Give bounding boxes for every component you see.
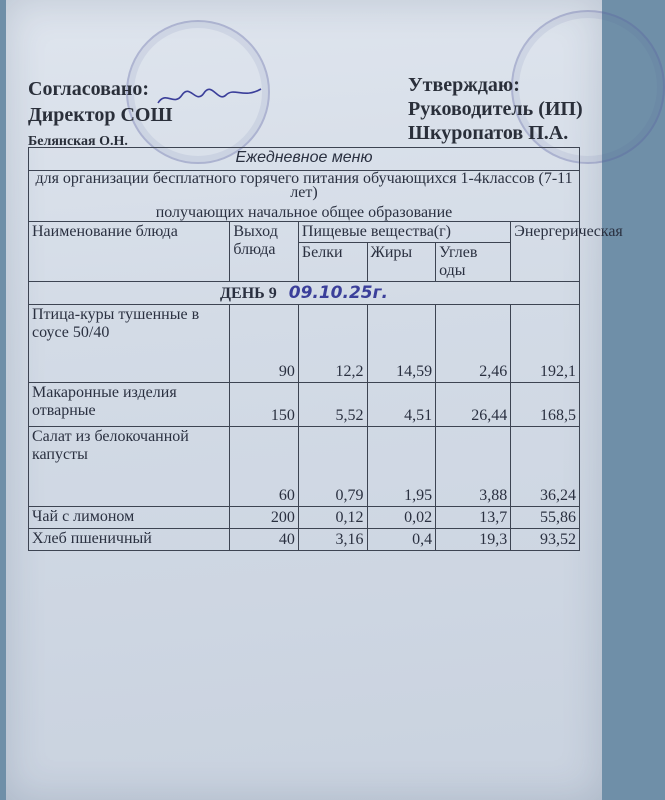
- table-row: [29, 427, 580, 507]
- cell-carbs: 26,44: [436, 383, 511, 427]
- menu-rows: [29, 305, 580, 551]
- cell-energy: 93,52: [511, 529, 580, 551]
- col-header-protein: Белки: [298, 243, 367, 282]
- cell-protein: 12,2: [298, 305, 367, 383]
- head-name: Шкуропатов П.А.: [408, 122, 569, 144]
- cell-dish: Салат из белокочанной капусты: [29, 427, 230, 507]
- table-row: [29, 305, 580, 383]
- cell-energy: 168,5: [511, 383, 580, 427]
- col-header-carbs: Углев оды: [436, 243, 511, 282]
- director-label: Директор СОШ: [28, 104, 173, 126]
- cell-carbs: 2,46: [436, 305, 511, 383]
- cell-protein: 0,79: [298, 427, 367, 507]
- cell-yield: 60: [230, 427, 299, 507]
- cell-dish: Макаронные изделия отварные: [29, 383, 230, 427]
- cell-energy: 55,86: [511, 507, 580, 529]
- cell-fat: 1,95: [367, 427, 436, 507]
- day-date-handwritten: 09.10.25г.: [288, 283, 388, 303]
- menu-subtitle: [29, 171, 580, 222]
- cell-yield: 90: [230, 305, 299, 383]
- col-header-fat: Жиры: [367, 243, 436, 282]
- cell-energy: 36,24: [511, 427, 580, 507]
- cell-yield: 150: [230, 383, 299, 427]
- col-header-dish: Наименование блюда: [29, 222, 230, 282]
- cell-carbs: 13,7: [436, 507, 511, 529]
- menu-title: Ежедневное меню: [29, 148, 580, 171]
- cell-dish: Хлеб пшеничный: [29, 529, 230, 551]
- cell-fat: 14,59: [367, 305, 436, 383]
- col-header-yield: Выход блюда: [230, 222, 299, 282]
- cell-dish: Птица-куры тушенные в соусе 50/40: [29, 305, 230, 383]
- director-name: Белянская О.Н.: [28, 134, 128, 149]
- subtitle-line-2: получающих начальное общее образование: [155, 204, 453, 221]
- menu-table: [28, 147, 623, 551]
- cell-carbs: 3,88: [436, 427, 511, 507]
- cell-fat: 0,4: [367, 529, 436, 551]
- cell-dish: Чай с лимоном: [29, 507, 230, 529]
- agreed-label: Согласовано:: [28, 78, 150, 100]
- cell-protein: 3,16: [298, 529, 367, 551]
- cell-protein: 0,12: [298, 507, 367, 529]
- cell-yield: 200: [230, 507, 299, 529]
- paper-sheet: [6, 0, 623, 800]
- subtitle-line-1: для организации бесплатного горячего питания обучающихся 1-4классов (7-11 лет): [35, 170, 573, 201]
- col-header-energy: Энергеричеcкая: [511, 222, 580, 282]
- cell-yield: 40: [230, 529, 299, 551]
- signature-scribble: [156, 85, 266, 110]
- head-label: Руководитель (ИП): [408, 98, 583, 120]
- cell-energy: 192,1: [511, 305, 580, 383]
- col-header-nutrients: Пищевые вещества(г): [298, 222, 510, 243]
- cell-protein: 5,52: [298, 383, 367, 427]
- day-row: [29, 282, 580, 305]
- cell-fat: 0,02: [367, 507, 436, 529]
- table-row: [29, 383, 580, 427]
- day-label: ДЕНЬ 9: [220, 285, 277, 302]
- approve-label: Утверждаю:: [408, 74, 520, 96]
- table-row: [29, 529, 580, 551]
- cell-fat: 4,51: [367, 383, 436, 427]
- cell-carbs: 19,3: [436, 529, 511, 551]
- table-row: [29, 507, 580, 529]
